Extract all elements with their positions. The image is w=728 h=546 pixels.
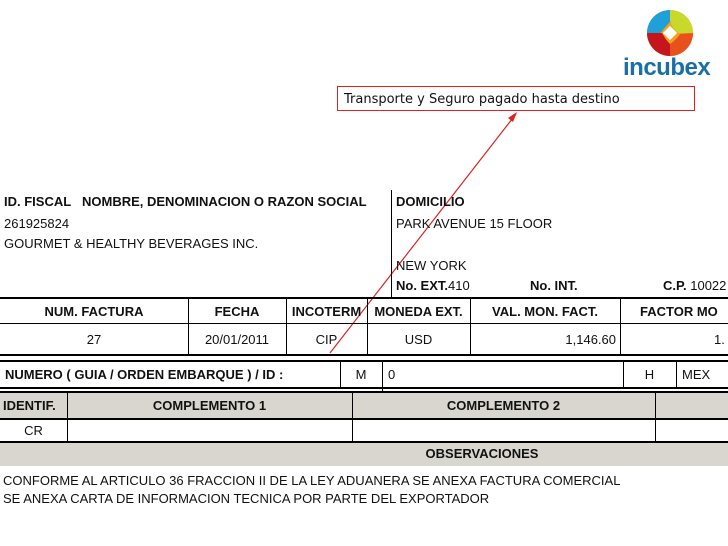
city-value: NEW YORK <box>396 258 467 273</box>
company-name: GOURMET & HEALTHY BEVERAGES INC. <box>4 236 259 251</box>
header-complemento-1: COMPLEMENTO 1 <box>152 398 267 413</box>
header-moneda: MONEDA EXT. <box>374 304 463 319</box>
rule <box>0 323 728 324</box>
cp-label: C.P. <box>663 278 687 293</box>
id-fiscal-value: 261925824 <box>4 216 70 231</box>
no-ext-value: 410 <box>448 278 470 293</box>
header-factor: FACTOR MO <box>640 304 718 319</box>
rule <box>0 360 728 362</box>
guia-country: MEX <box>682 367 711 382</box>
header-complemento-2: COMPLEMENTO 2 <box>446 398 561 413</box>
logo-text: incubex <box>623 54 711 81</box>
id-fiscal-label: ID. FISCAL <box>4 194 72 209</box>
header-incoterm: INCOTERM <box>291 304 362 319</box>
cell-factor: 1. <box>714 332 725 347</box>
rule <box>0 418 728 420</box>
observacion-line: SE ANEXA CARTA DE INFORMACION TECNICA POR PARTE DEL EXPORTADOR <box>3 491 490 506</box>
no-ext-label: No. EXT. <box>396 278 449 293</box>
street-value: PARK AVENUE 15 FLOOR <box>396 216 553 231</box>
header-num-factura: NUM. FACTURA <box>44 304 144 319</box>
col-divider <box>676 360 677 388</box>
cell-valor: 1,146.60 <box>565 332 616 347</box>
cell-identif: CR <box>24 423 43 438</box>
guia-number: 0 <box>388 367 396 382</box>
rule <box>0 387 728 389</box>
rule <box>0 354 728 356</box>
cell-num-factura: 27 <box>86 332 102 347</box>
guia-label: NUMERO ( GUIA / ORDEN EMBARQUE ) / ID : <box>5 367 284 382</box>
rule <box>0 391 728 393</box>
observaciones-label: OBSERVACIONES <box>425 446 539 461</box>
observacion-line: CONFORME AL ARTICULO 36 FRACCION II DE LA LEY ADUANERA SE ANEXA FACTURA COMERCIAL <box>3 473 621 488</box>
callout-annotation: Transporte y Seguro pagado hasta destino <box>337 86 695 111</box>
cell-moneda: USD <box>404 332 433 347</box>
no-ext <box>396 278 470 293</box>
guia-m: M <box>355 367 367 382</box>
header-valor: VAL. MON. FACT. <box>492 304 598 319</box>
no-int-label: No. INT. <box>530 278 578 293</box>
cell-fecha: 20/01/2011 <box>204 332 270 347</box>
name-label: NOMBRE, DENOMINACION O RAZON SOCIAL <box>82 194 367 209</box>
col-divider <box>655 391 656 442</box>
domicilio-label: DOMICILIO <box>396 194 465 209</box>
cp-value: 10022 <box>690 278 727 293</box>
divider <box>391 190 392 298</box>
guia-h: H <box>644 367 655 382</box>
rule <box>0 297 728 299</box>
header-fecha: FECHA <box>214 304 260 319</box>
col-divider <box>620 297 621 355</box>
header-identif: IDENTIF. <box>3 398 56 413</box>
cell-incoterm: CIP <box>315 332 338 347</box>
col-divider <box>382 360 383 392</box>
